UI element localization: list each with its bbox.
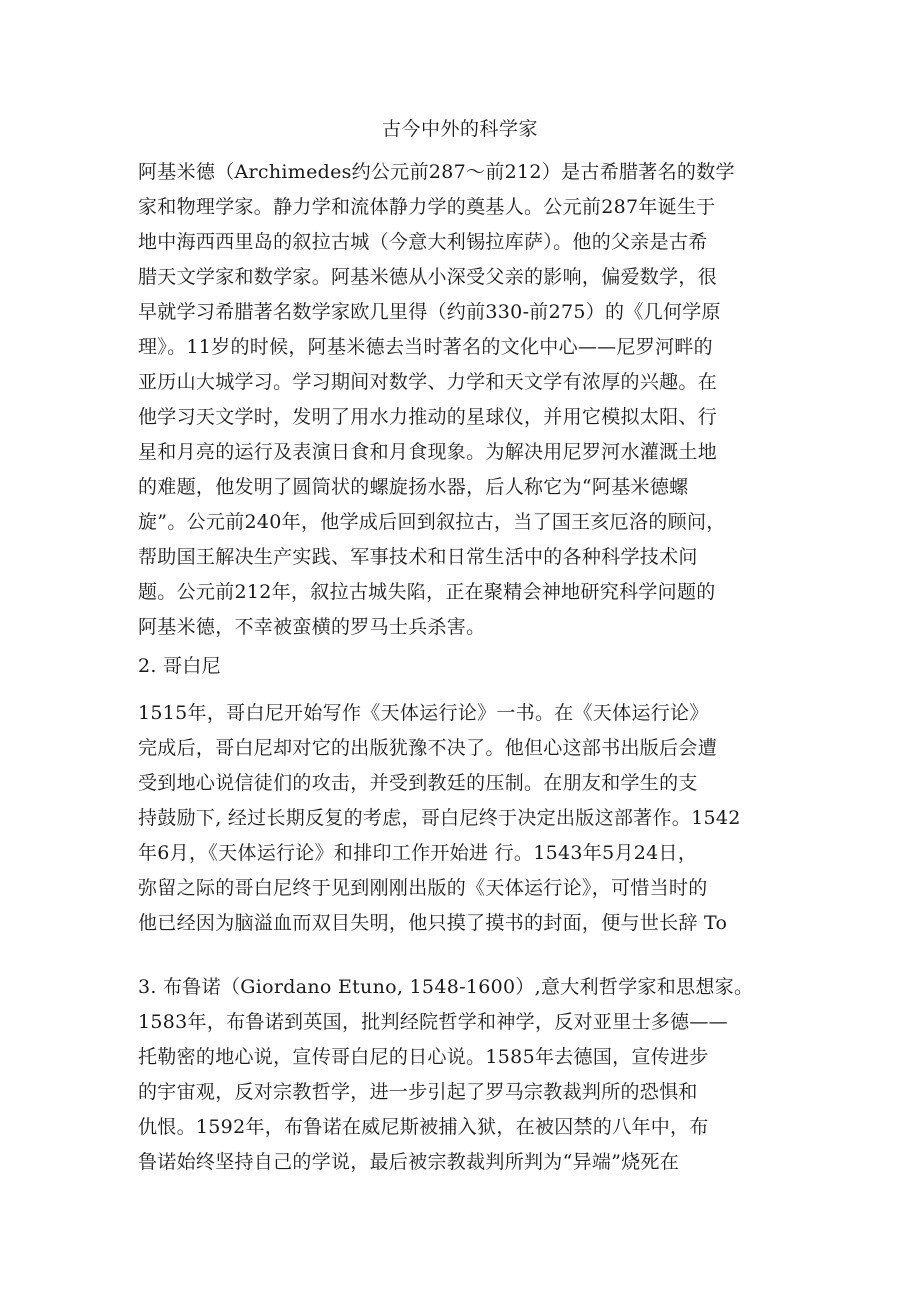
document-title: 古今中外的科学家 [381, 118, 538, 140]
paragraph-line: 家和物理学家。静力学和流体静力学的奠基人。公元前287年诞生于 [138, 196, 716, 218]
paragraph-line: 腊天文学家和数学家。阿基米德从小深受父亲的影响，偏爱数学，很 [138, 266, 718, 288]
paragraph-line: 阿基米德，不幸被蛮横的罗马士兵杀害。 [138, 616, 486, 638]
paragraph-line: 的宇宙观，反对宗教哲学，进一步引起了罗马宗教裁判所的恐惧和 [138, 1081, 698, 1103]
paragraph-line: 地中海西西里岛的叙拉古城（今意大利锡拉库萨）。他的父亲是古希 [138, 231, 708, 253]
paragraph-line: 阿基米德（Archimedes约公元前287～前212）是古希腊著名的数学 [138, 161, 735, 183]
paragraph-line: 亚历山大城学习。学习期间对数学、力学和天文学有浓厚的兴趣。在 [138, 371, 718, 393]
paragraph-line: 年6月，《天体运行论》和排印工作开始进 行。1543年5月24日， [138, 842, 698, 864]
paragraph-line: 理》。11岁的时候，阿基米德去当时著名的文化中心——尼罗河畔的 [138, 336, 713, 358]
paragraph-line: 持鼓励下, 经过长期反复的考虑，哥白尼终于决定出版这部著作。1542 [138, 807, 741, 829]
paragraph-line: 弥留之际的哥白尼终于见到刚刚出版的《天体运行论》，可惜当时的 [138, 877, 708, 899]
paragraph-line: 完成后，哥白尼却对它的出版犹豫不决了。他但心这部书出版后会遭 [138, 737, 718, 759]
paragraph-line: 的难题，他发明了圆筒状的螺旋扬水器，后人称它为“阿基米德螺 [138, 476, 689, 498]
paragraph-line: 托勒密的地心说，宣传哥白尼的日心说。1585年去德国，宣传进步 [138, 1046, 709, 1068]
paragraph-line: 旋”。公元前240年，他学成后回到叙拉古，当了国王亥厄洛的顾问， [138, 511, 726, 533]
paragraph-line: 帮助国王解决生产实践、军事技术和日常生活中的各种科学技术问 [138, 546, 698, 568]
paragraph-line: 1515年，哥白尼开始写作《天体运行论》一书。在《天体运行论》 [138, 702, 709, 724]
paragraph-line: 星和月亮的运行及表演日食和月食现象。为解决用尼罗河水灌溉土地 [138, 441, 718, 463]
paragraph-line: 早就学习希腊著名数学家欧几里得（约前330-前275）的《几何学原 [138, 301, 721, 323]
paragraph-line: 他学习天文学时，发明了用水力推动的星球仪，并用它模拟太阳、行 [138, 406, 718, 428]
paragraph-line: 1583年，布鲁诺到英国，批判经院哲学和神学，反对亚里士多德—— [138, 1011, 728, 1033]
section-heading: 2. 哥白尼 [138, 655, 221, 677]
paragraph-line: 受到地心说信徒们的攻击，并受到教廷的压制。在朋友和学生的支 [138, 772, 698, 794]
paragraph-line: 鲁诺始终坚持自己的学说，最后被宗教裁判所判为“异端”烧死在 [138, 1151, 680, 1173]
paragraph-line: 题。公元前212年，叙拉古城失陷，正在聚精会神地研究科学问题的 [138, 581, 716, 603]
paragraph-line: 3. 布鲁诺（Giordano Etuno, 1548-1600）,意大利哲学家和思想家。 [138, 976, 754, 998]
paragraph-line: 他已经因为脑溢血而双目失明，他只摸了摸书的封面，便与世长辞 To [138, 912, 728, 934]
paragraph-line: 仇恨。1592年，布鲁诺在威尼斯被捕入狱，在被囚禁的八年中，布 [138, 1116, 709, 1138]
